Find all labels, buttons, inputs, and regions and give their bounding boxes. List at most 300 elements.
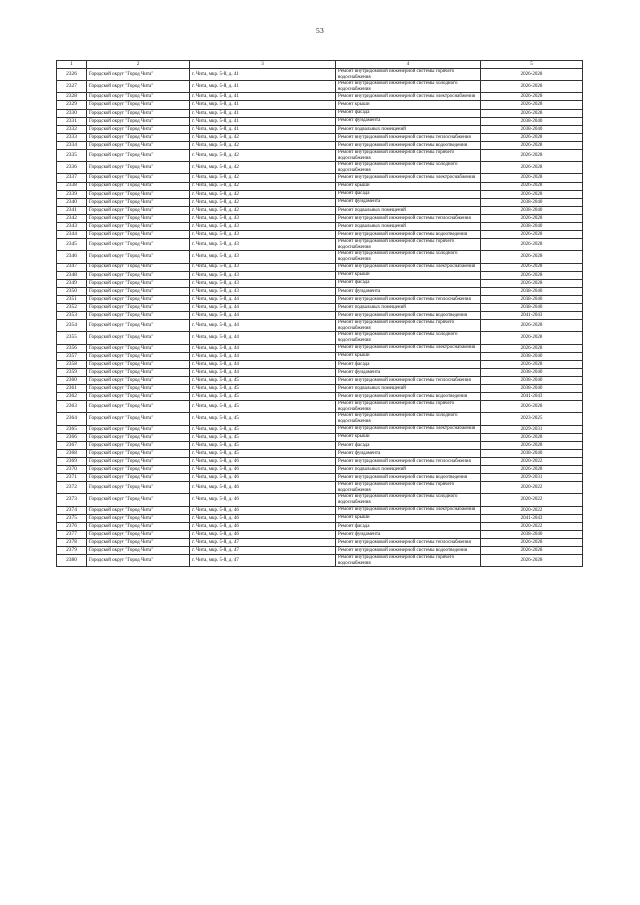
owner-cell: Городской округ "Город Чита" [87, 393, 190, 401]
owner-cell: Городской округ "Город Чита" [87, 271, 190, 279]
owner-cell: Городской округ "Город Чита" [87, 514, 190, 522]
address-cell: г. Чита, мкр. 5-й, д. 47 [190, 547, 336, 555]
address-cell: г. Чита, мкр. 5-й, д. 45 [190, 376, 336, 384]
row-number-cell: 2380 [57, 555, 87, 567]
table-row [57, 522, 583, 530]
period-cell: 2029-2031 [481, 425, 583, 433]
table-row [57, 401, 583, 413]
address-cell: г. Чита, мкр. 5-й, д. 43 [190, 231, 336, 239]
table-row [57, 150, 583, 162]
address-cell: г. Чита, мкр. 5-й, д. 45 [190, 413, 336, 425]
table-row [57, 117, 583, 125]
address-cell: г. Чита, мкр. 5-й, д. 46 [190, 457, 336, 465]
address-cell: г. Чита, мкр. 5-й, д. 42 [190, 141, 336, 149]
address-cell: г. Чита, мкр. 5-й, д. 42 [190, 198, 336, 206]
work-type-cell: Ремонт внутридомовой инженерной системы электроснабжения [336, 174, 481, 182]
address-cell: г. Чита, мкр. 5-й, д. 44 [190, 320, 336, 332]
owner-cell: Городской округ "Город Чита" [87, 251, 190, 263]
period-cell: 2038-2040 [481, 222, 583, 230]
table-row [57, 413, 583, 425]
row-number-cell: 2372 [57, 482, 87, 494]
period-cell: 2026-2028 [481, 547, 583, 555]
owner-cell: Городской округ "Город Чита" [87, 555, 190, 567]
address-cell: г. Чита, мкр. 5-й, д. 43 [190, 271, 336, 279]
period-cell: 2041-2043 [481, 393, 583, 401]
row-number-cell: 2362 [57, 393, 87, 401]
table-row [57, 81, 583, 93]
period-cell: 2020-2022 [481, 494, 583, 506]
row-number-cell: 2378 [57, 539, 87, 547]
address-cell: г. Чита, мкр. 5-й, д. 44 [190, 332, 336, 344]
row-number-cell: 2377 [57, 530, 87, 538]
table-row [57, 393, 583, 401]
work-type-cell: Ремонт фундамента [336, 368, 481, 376]
row-number-cell: 2336 [57, 162, 87, 174]
work-type-cell: Ремонт внутридомовой инженерной системы холодного водоснабжения [336, 251, 481, 263]
address-cell: г. Чита, мкр. 5-й, д. 41 [190, 93, 336, 101]
period-cell: 2026-2028 [481, 174, 583, 182]
work-type-cell: Ремонт внутридомовой инженерной системы горячего водоснабжения [336, 320, 481, 332]
period-cell: 2026-2028 [481, 539, 583, 547]
period-cell: 2026-2028 [481, 401, 583, 413]
owner-cell: Городской округ "Город Чита" [87, 344, 190, 352]
row-number-cell: 2346 [57, 251, 87, 263]
row-number-cell: 2368 [57, 449, 87, 457]
address-cell: г. Чита, мкр. 5-й, д. 43 [190, 279, 336, 287]
table-row [57, 332, 583, 344]
owner-cell: Городской округ "Город Чита" [87, 239, 190, 251]
row-number-cell: 2356 [57, 344, 87, 352]
owner-cell: Городской округ "Город Чита" [87, 206, 190, 214]
table-row [57, 320, 583, 332]
work-type-cell: Ремонт крыши [336, 352, 481, 360]
row-number-cell: 2327 [57, 81, 87, 93]
address-cell: г. Чита, мкр. 5-й, д. 46 [190, 482, 336, 494]
period-cell: 2026-2028 [481, 101, 583, 109]
owner-cell: Городской округ "Город Чита" [87, 117, 190, 125]
table-row [57, 133, 583, 141]
address-cell: г. Чита, мкр. 5-й, д. 45 [190, 425, 336, 433]
address-cell: г. Чита, мкр. 5-й, д. 41 [190, 125, 336, 133]
address-cell: г. Чита, мкр. 5-й, д. 46 [190, 530, 336, 538]
period-cell: 2026-2028 [481, 190, 583, 198]
period-cell: 2026-2028 [481, 239, 583, 251]
address-cell: г. Чита, мкр. 5-й, д. 44 [190, 312, 336, 320]
table-row [57, 206, 583, 214]
work-type-cell: Ремонт подвальных помещений [336, 466, 481, 474]
owner-cell: Городской округ "Город Чита" [87, 413, 190, 425]
row-number-cell: 2351 [57, 295, 87, 303]
address-cell: г. Чита, мкр. 5-й, д. 44 [190, 295, 336, 303]
row-number-cell: 2348 [57, 271, 87, 279]
period-cell: 2041-2043 [481, 312, 583, 320]
row-number-cell: 2375 [57, 514, 87, 522]
row-number-cell: 2339 [57, 190, 87, 198]
owner-cell: Городской округ "Город Чита" [87, 304, 190, 312]
table-row [57, 441, 583, 449]
work-type-cell: Ремонт подвальных помещений [336, 385, 481, 393]
work-type-cell: Ремонт фундамента [336, 287, 481, 295]
work-type-cell: Ремонт внутридомовой инженерной системы теплоснабжения [336, 133, 481, 141]
address-cell: г. Чита, мкр. 5-й, д. 42 [190, 190, 336, 198]
page-number: 53 [316, 26, 324, 35]
period-cell: 2020-2022 [481, 506, 583, 514]
address-cell: г. Чита, мкр. 5-й, д. 46 [190, 494, 336, 506]
owner-cell: Городской округ "Город Чита" [87, 494, 190, 506]
column-header-owner: 2 [87, 61, 190, 69]
work-type-cell: Ремонт внутридомовой инженерной системы горячего водоснабжения [336, 482, 481, 494]
owner-cell: Городской округ "Город Чита" [87, 101, 190, 109]
row-number-cell: 2354 [57, 320, 87, 332]
table-row [57, 344, 583, 352]
address-cell: г. Чита, мкр. 5-й, д. 42 [190, 206, 336, 214]
address-cell: г. Чита, мкр. 5-й, д. 43 [190, 239, 336, 251]
table-row [57, 466, 583, 474]
row-number-cell: 2344 [57, 231, 87, 239]
row-number-cell: 2364 [57, 413, 87, 425]
address-cell: г. Чита, мкр. 5-й, д. 42 [190, 182, 336, 190]
work-type-cell: Ремонт внутридомовой инженерной системы электроснабжения [336, 263, 481, 271]
owner-cell: Городской округ "Город Чита" [87, 279, 190, 287]
row-number-cell: 2352 [57, 304, 87, 312]
table-row [57, 198, 583, 206]
work-type-cell: Ремонт внутридомовой инженерной системы электроснабжения [336, 425, 481, 433]
address-cell: г. Чита, мкр. 5-й, д. 44 [190, 352, 336, 360]
period-cell: 2038-2040 [481, 125, 583, 133]
row-number-cell: 2363 [57, 401, 87, 413]
work-type-cell: Ремонт внутридомовой инженерной системы горячего водоснабжения [336, 150, 481, 162]
owner-cell: Городской округ "Город Чита" [87, 385, 190, 393]
owner-cell: Городской округ "Город Чита" [87, 425, 190, 433]
period-cell: 2026-2028 [481, 441, 583, 449]
work-type-cell: Ремонт фундамента [336, 530, 481, 538]
work-type-cell: Ремонт внутридомовой инженерной системы водоотведения [336, 547, 481, 555]
row-number-cell: 2349 [57, 279, 87, 287]
table-row [57, 271, 583, 279]
row-number-cell: 2369 [57, 457, 87, 465]
period-cell: 2026-2028 [481, 555, 583, 567]
owner-cell: Городской округ "Город Чита" [87, 441, 190, 449]
table-row [57, 109, 583, 117]
address-cell: г. Чита, мкр. 5-й, д. 45 [190, 393, 336, 401]
row-number-cell: 2338 [57, 182, 87, 190]
work-type-cell: Ремонт внутридомовой инженерной системы теплоснабжения [336, 214, 481, 222]
period-cell: 2038-2040 [481, 295, 583, 303]
work-type-cell: Ремонт крыши [336, 101, 481, 109]
period-cell: 2020-2022 [481, 482, 583, 494]
period-cell: 2038-2040 [481, 304, 583, 312]
row-number-cell: 2345 [57, 239, 87, 251]
row-number-cell: 2370 [57, 466, 87, 474]
row-number-cell: 2328 [57, 93, 87, 101]
period-cell: 2038-2040 [481, 449, 583, 457]
address-cell: г. Чита, мкр. 5-й, д. 45 [190, 433, 336, 441]
work-type-cell: Ремонт внутридомовой инженерной системы теплоснабжения [336, 457, 481, 465]
work-type-cell: Ремонт внутридомовой инженерной системы горячего водоснабжения [336, 555, 481, 567]
row-number-cell: 2342 [57, 214, 87, 222]
owner-cell: Городской округ "Город Чита" [87, 312, 190, 320]
address-cell: г. Чита, мкр. 5-й, д. 43 [190, 214, 336, 222]
period-cell: 2038-2040 [481, 376, 583, 384]
owner-cell: Городской округ "Город Чита" [87, 109, 190, 117]
address-cell: г. Чита, мкр. 5-й, д. 46 [190, 514, 336, 522]
period-cell: 2026-2028 [481, 263, 583, 271]
table-row [57, 295, 583, 303]
period-cell: 2029-2031 [481, 474, 583, 482]
work-type-cell: Ремонт внутридомовой инженерной системы горячего водоснабжения [336, 239, 481, 251]
table-row [57, 385, 583, 393]
table-row [57, 125, 583, 133]
row-number-cell: 2334 [57, 141, 87, 149]
row-number-cell: 2365 [57, 425, 87, 433]
address-cell: г. Чита, мкр. 5-й, д. 45 [190, 449, 336, 457]
address-cell: г. Чита, мкр. 5-й, д. 41 [190, 117, 336, 125]
table-row [57, 287, 583, 295]
table-row [57, 425, 583, 433]
row-number-cell: 2330 [57, 109, 87, 117]
row-number-cell: 2341 [57, 206, 87, 214]
period-cell: 2026-2028 [481, 150, 583, 162]
table-row [57, 449, 583, 457]
owner-cell: Городской округ "Город Чита" [87, 263, 190, 271]
row-number-cell: 2355 [57, 332, 87, 344]
table-row [57, 251, 583, 263]
table-row [57, 352, 583, 360]
work-type-cell: Ремонт фундамента [336, 449, 481, 457]
table-row [57, 190, 583, 198]
work-type-cell: Ремонт внутридомовой инженерной системы электроснабжения [336, 506, 481, 514]
address-cell: г. Чита, мкр. 5-й, д. 42 [190, 174, 336, 182]
address-cell: г. Чита, мкр. 5-й, д. 45 [190, 385, 336, 393]
period-cell: 2038-2040 [481, 368, 583, 376]
row-number-cell: 2367 [57, 441, 87, 449]
row-number-cell: 2374 [57, 506, 87, 514]
address-cell: г. Чита, мкр. 5-й, д. 42 [190, 150, 336, 162]
period-cell: 2026-2028 [481, 81, 583, 93]
table-row [57, 368, 583, 376]
work-type-cell: Ремонт крыши [336, 514, 481, 522]
period-cell: 2026-2028 [481, 320, 583, 332]
row-number-cell: 2333 [57, 133, 87, 141]
work-type-cell: Ремонт внутридомовой инженерной системы холодного водоснабжения [336, 81, 481, 93]
period-cell: 2026-2028 [481, 360, 583, 368]
owner-cell: Городской округ "Город Чита" [87, 190, 190, 198]
table-row [57, 494, 583, 506]
capital-repair-table [56, 60, 583, 567]
work-type-cell: Ремонт подвальных помещений [336, 206, 481, 214]
table-row [57, 376, 583, 384]
owner-cell: Городской округ "Город Чита" [87, 433, 190, 441]
address-cell: г. Чита, мкр. 5-й, д. 42 [190, 162, 336, 174]
address-cell: г. Чита, мкр. 5-й, д. 46 [190, 506, 336, 514]
period-cell: 2026-2028 [481, 162, 583, 174]
row-number-cell: 2373 [57, 494, 87, 506]
owner-cell: Городской округ "Город Чита" [87, 539, 190, 547]
column-header-number: 1 [57, 61, 87, 69]
owner-cell: Городской округ "Город Чита" [87, 332, 190, 344]
period-cell: 2026-2028 [481, 466, 583, 474]
table-row [57, 514, 583, 522]
work-type-cell: Ремонт фундамента [336, 117, 481, 125]
work-type-cell: Ремонт внутридомовой инженерной системы холодного водоснабжения [336, 332, 481, 344]
table-row [57, 263, 583, 271]
row-number-cell: 2326 [57, 69, 87, 81]
work-type-cell: Ремонт внутридомовой инженерной системы водоотведения [336, 231, 481, 239]
owner-cell: Городской округ "Город Чита" [87, 360, 190, 368]
period-cell: 2038-2040 [481, 206, 583, 214]
owner-cell: Городской округ "Город Чита" [87, 482, 190, 494]
period-cell: 2026-2028 [481, 214, 583, 222]
period-cell: 2026-2028 [481, 344, 583, 352]
owner-cell: Городской округ "Город Чита" [87, 182, 190, 190]
work-type-cell: Ремонт внутридомовой инженерной системы водоотведения [336, 141, 481, 149]
period-cell: 2038-2040 [481, 287, 583, 295]
work-type-cell: Ремонт внутридомовой инженерной системы горячего водоснабжения [336, 401, 481, 413]
owner-cell: Городской округ "Город Чита" [87, 466, 190, 474]
work-type-cell: Ремонт внутридомовой инженерной системы водоотведения [336, 474, 481, 482]
owner-cell: Городской округ "Город Чита" [87, 174, 190, 182]
table-row [57, 214, 583, 222]
address-cell: г. Чита, мкр. 5-й, д. 44 [190, 304, 336, 312]
period-cell: 2026-2028 [481, 109, 583, 117]
period-cell: 2026-2028 [481, 182, 583, 190]
row-number-cell: 2376 [57, 522, 87, 530]
row-number-cell: 2361 [57, 385, 87, 393]
work-type-cell: Ремонт внутридомовой инженерной системы горячего водоснабжения [336, 69, 481, 81]
owner-cell: Городской округ "Город Чита" [87, 368, 190, 376]
work-type-cell: Ремонт крыши [336, 182, 481, 190]
work-type-cell: Ремонт фасада [336, 190, 481, 198]
column-header-work-type: 4 [336, 61, 481, 69]
work-type-cell: Ремонт внутридомовой инженерной системы водоотведения [336, 393, 481, 401]
row-number-cell: 2332 [57, 125, 87, 133]
row-number-cell: 2350 [57, 287, 87, 295]
period-cell: 2026-2028 [481, 332, 583, 344]
table-row [57, 547, 583, 555]
owner-cell: Городской округ "Город Чита" [87, 530, 190, 538]
address-cell: г. Чита, мкр. 5-й, д. 43 [190, 287, 336, 295]
period-cell: 2026-2028 [481, 231, 583, 239]
row-number-cell: 2366 [57, 433, 87, 441]
address-cell: г. Чита, мкр. 5-й, д. 41 [190, 69, 336, 81]
row-number-cell: 2358 [57, 360, 87, 368]
table-row [57, 182, 583, 190]
row-number-cell: 2371 [57, 474, 87, 482]
period-cell: 2026-2028 [481, 69, 583, 81]
row-number-cell: 2353 [57, 312, 87, 320]
work-type-cell: Ремонт крыши [336, 271, 481, 279]
address-cell: г. Чита, мкр. 5-й, д. 44 [190, 344, 336, 352]
address-cell: г. Чита, мкр. 5-й, д. 41 [190, 101, 336, 109]
address-cell: г. Чита, мкр. 5-й, д. 41 [190, 109, 336, 117]
period-cell: 2020-2022 [481, 457, 583, 465]
owner-cell: Городской округ "Город Чита" [87, 162, 190, 174]
period-cell: 2026-2028 [481, 251, 583, 263]
period-cell: 2041-2043 [481, 514, 583, 522]
row-number-cell: 2340 [57, 198, 87, 206]
work-type-cell: Ремонт подвальных помещений [336, 222, 481, 230]
table-row [57, 539, 583, 547]
work-type-cell: Ремонт фундамента [336, 198, 481, 206]
work-type-cell: Ремонт фасада [336, 360, 481, 368]
work-type-cell: Ремонт внутридомовой инженерной системы электроснабжения [336, 344, 481, 352]
table-row [57, 162, 583, 174]
table-row [57, 360, 583, 368]
owner-cell: Городской округ "Город Чита" [87, 125, 190, 133]
owner-cell: Городской округ "Город Чита" [87, 214, 190, 222]
period-cell: 2026-2028 [481, 433, 583, 441]
table-row [57, 457, 583, 465]
work-type-cell: Ремонт внутридомовой инженерной системы холодного водоснабжения [336, 494, 481, 506]
address-cell: г. Чита, мкр. 5-й, д. 47 [190, 555, 336, 567]
owner-cell: Городской округ "Город Чита" [87, 69, 190, 81]
address-cell: г. Чита, мкр. 5-й, д. 46 [190, 466, 336, 474]
address-cell: г. Чита, мкр. 5-й, д. 43 [190, 251, 336, 263]
row-number-cell: 2329 [57, 101, 87, 109]
owner-cell: Городской округ "Город Чита" [87, 522, 190, 530]
period-cell: 2026-2028 [481, 279, 583, 287]
table-row [57, 506, 583, 514]
table-row [57, 482, 583, 494]
owner-cell: Городской округ "Город Чита" [87, 231, 190, 239]
table-row [57, 474, 583, 482]
owner-cell: Городской округ "Город Чита" [87, 295, 190, 303]
table-row [57, 231, 583, 239]
row-number-cell: 2359 [57, 368, 87, 376]
table-row [57, 555, 583, 567]
owner-cell: Городской округ "Город Чита" [87, 93, 190, 101]
address-cell: г. Чита, мкр. 5-й, д. 44 [190, 368, 336, 376]
work-type-cell: Ремонт фасада [336, 522, 481, 530]
table-row [57, 174, 583, 182]
owner-cell: Городской округ "Город Чита" [87, 474, 190, 482]
owner-cell: Городской округ "Город Чита" [87, 376, 190, 384]
table-row [57, 69, 583, 81]
header-row [57, 61, 583, 69]
work-type-cell: Ремонт фасада [336, 441, 481, 449]
period-cell: 2026-2028 [481, 271, 583, 279]
period-cell: 2038-2040 [481, 117, 583, 125]
table-row [57, 239, 583, 251]
owner-cell: Городской округ "Город Чита" [87, 401, 190, 413]
work-type-cell: Ремонт подвальных помещений [336, 125, 481, 133]
address-cell: г. Чита, мкр. 5-й, д. 45 [190, 441, 336, 449]
owner-cell: Городской округ "Город Чита" [87, 449, 190, 457]
owner-cell: Городской округ "Город Чита" [87, 547, 190, 555]
period-cell: 2038-2040 [481, 352, 583, 360]
row-number-cell: 2347 [57, 263, 87, 271]
work-type-cell: Ремонт внутридомовой инженерной системы теплоснабжения [336, 376, 481, 384]
period-cell: 2026-2028 [481, 133, 583, 141]
owner-cell: Городской округ "Город Чита" [87, 457, 190, 465]
row-number-cell: 2335 [57, 150, 87, 162]
address-cell: г. Чита, мкр. 5-й, д. 43 [190, 222, 336, 230]
table-row [57, 222, 583, 230]
address-cell: г. Чита, мкр. 5-й, д. 41 [190, 81, 336, 93]
work-type-cell: Ремонт внутридомовой инженерной системы теплоснабжения [336, 295, 481, 303]
table-row [57, 433, 583, 441]
column-header-address: 3 [190, 61, 336, 69]
address-cell: г. Чита, мкр. 5-й, д. 42 [190, 133, 336, 141]
row-number-cell: 2357 [57, 352, 87, 360]
address-cell: г. Чита, мкр. 5-й, д. 46 [190, 474, 336, 482]
owner-cell: Городской округ "Город Чита" [87, 198, 190, 206]
work-type-cell: Ремонт фасада [336, 109, 481, 117]
period-cell: 2038-2040 [481, 198, 583, 206]
work-type-cell: Ремонт внутридомовой инженерной системы холодного водоснабжения [336, 413, 481, 425]
row-number-cell: 2337 [57, 174, 87, 182]
address-cell: г. Чита, мкр. 5-й, д. 43 [190, 263, 336, 271]
